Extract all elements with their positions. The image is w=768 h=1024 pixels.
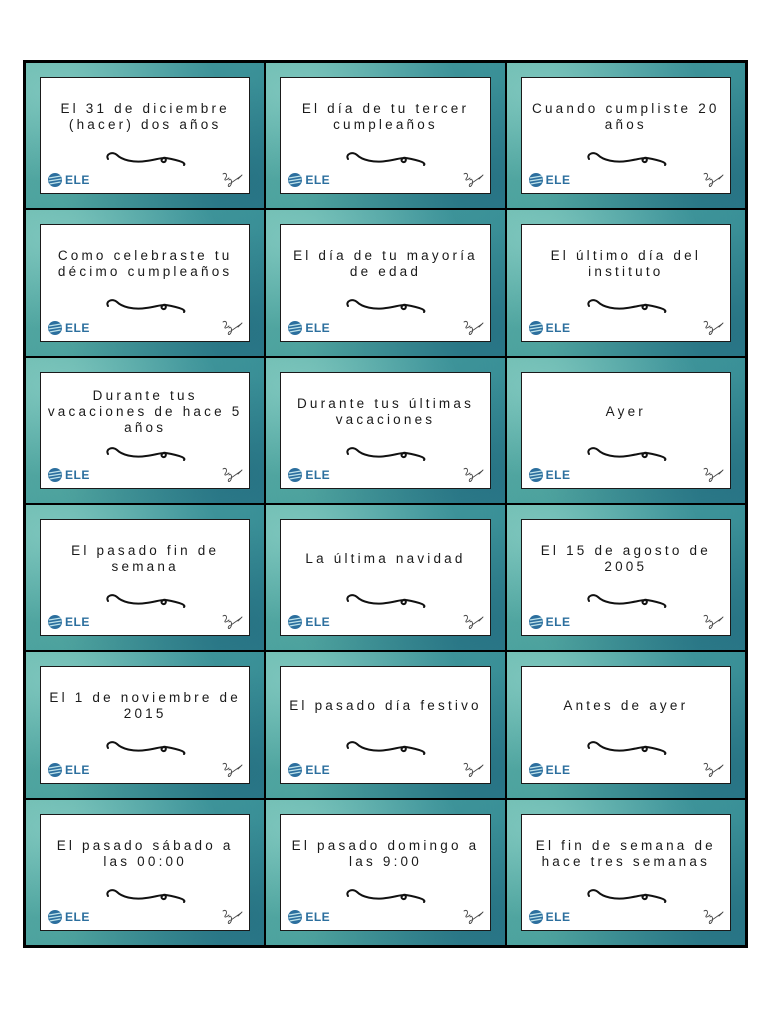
swash-divider-icon	[104, 887, 186, 907]
signature-icon	[221, 761, 243, 779]
ele-logo-text: ELE	[65, 615, 90, 630]
card-phrase: Durante tus últimas vacaciones	[296, 395, 475, 427]
swash-divider-icon	[344, 297, 426, 317]
ele-logo	[528, 467, 571, 483]
ele-logo-text: ELE	[305, 909, 331, 924]
card-phrase: El pasado domingo a las 9:00	[291, 837, 480, 869]
swash-divider-icon	[104, 297, 186, 317]
swash-divider-icon	[585, 297, 667, 317]
card-panel	[521, 519, 731, 636]
swash-divider-icon	[344, 592, 426, 612]
ele-logo	[47, 762, 90, 778]
card-panel	[521, 666, 731, 783]
ele-globe-icon	[47, 909, 63, 925]
signature-icon	[702, 613, 724, 631]
ele-globe-icon	[287, 614, 303, 630]
signature-icon	[462, 319, 484, 337]
card	[26, 652, 264, 797]
ele-logo	[528, 614, 571, 630]
card-panel	[280, 77, 490, 194]
swash-divider-icon	[104, 150, 186, 170]
card-phrase: Durante tus vacaciones de hace 5 años	[47, 387, 243, 435]
signature-icon	[702, 908, 724, 926]
card-panel	[40, 519, 250, 636]
ele-logo-text: ELE	[545, 762, 571, 777]
ele-logo-text: ELE	[305, 320, 331, 335]
ele-logo	[287, 909, 330, 925]
signature-icon	[462, 908, 484, 926]
card	[266, 800, 504, 945]
swash-divider-icon	[104, 739, 186, 759]
swash-divider-icon	[585, 887, 667, 907]
card-phrase: El pasado fin de semana	[71, 542, 220, 574]
card-panel	[280, 666, 490, 783]
ele-globe-icon	[287, 172, 303, 188]
ele-logo	[47, 614, 90, 630]
card-phrase: El 31 de diciembre (hacer) dos años	[60, 101, 230, 132]
swash-divider-icon	[585, 445, 667, 465]
card-panel	[280, 814, 490, 931]
card-phrase: Ayer	[605, 403, 646, 419]
swash-divider-icon	[585, 592, 667, 612]
card	[507, 505, 745, 650]
ele-globe-icon	[47, 320, 63, 336]
card	[266, 505, 504, 650]
card-phrase: Cuando cumpliste 20 años	[532, 101, 720, 132]
ele-logo	[47, 172, 90, 188]
ele-globe-icon	[47, 467, 63, 483]
card-panel	[521, 372, 731, 489]
ele-logo-text: ELE	[545, 173, 571, 188]
ele-logo-text: ELE	[545, 909, 571, 924]
ele-logo	[287, 320, 330, 336]
card-phrase: Antes de ayer	[563, 698, 689, 714]
card	[507, 652, 745, 797]
ele-globe-icon	[287, 909, 303, 925]
card	[26, 505, 264, 650]
swash-divider-icon	[344, 150, 426, 170]
swash-divider-icon	[344, 739, 426, 759]
card-phrase: El día de tu mayoría de edad	[293, 248, 478, 280]
card	[266, 652, 504, 797]
ele-globe-icon	[287, 320, 303, 336]
card	[507, 800, 745, 945]
ele-logo	[47, 909, 90, 925]
swash-divider-icon	[104, 592, 186, 612]
card-panel	[40, 224, 250, 341]
card-phrase: El 15 de agosto de 2005	[540, 542, 711, 574]
card-panel	[40, 372, 250, 489]
card-panel	[521, 77, 731, 194]
card-panel	[40, 666, 250, 783]
ele-globe-icon	[287, 467, 303, 483]
ele-logo	[528, 320, 571, 336]
ele-globe-icon	[47, 762, 63, 778]
signature-icon	[462, 761, 484, 779]
ele-logo-text: ELE	[65, 320, 90, 335]
ele-globe-icon	[47, 172, 63, 188]
swash-divider-icon	[344, 887, 426, 907]
signature-icon	[221, 466, 243, 484]
card	[266, 63, 504, 208]
card-phrase: El día de tu tercer cumpleaños	[301, 101, 470, 132]
card-phrase: El pasado sábado a las 00:00	[56, 837, 234, 869]
ele-logo	[287, 467, 330, 483]
ele-logo	[287, 614, 330, 630]
ele-logo-text: ELE	[65, 173, 90, 188]
signature-icon	[702, 171, 724, 189]
card-sheet	[23, 60, 748, 948]
ele-logo	[528, 172, 571, 188]
signature-icon	[702, 761, 724, 779]
ele-globe-icon	[287, 762, 303, 778]
ele-logo	[287, 172, 330, 188]
signature-icon	[462, 613, 484, 631]
card-panel	[280, 519, 490, 636]
card-panel	[521, 224, 731, 341]
signature-icon	[221, 613, 243, 631]
ele-logo-text: ELE	[65, 467, 90, 482]
card	[26, 358, 264, 503]
card-panel	[40, 77, 250, 194]
signature-icon	[462, 466, 484, 484]
ele-globe-icon	[47, 614, 63, 630]
signature-icon	[221, 908, 243, 926]
ele-globe-icon	[528, 614, 544, 630]
swash-divider-icon	[585, 150, 667, 170]
ele-globe-icon	[528, 172, 544, 188]
card	[507, 210, 745, 355]
signature-icon	[221, 319, 243, 337]
card-phrase: La última navidad	[305, 550, 466, 566]
card	[507, 63, 745, 208]
ele-logo-text: ELE	[305, 173, 331, 188]
ele-logo-text: ELE	[305, 615, 331, 630]
card-phrase: El 1 de noviembre de 2015	[49, 690, 241, 722]
card-phrase: El pasado día festivo	[289, 698, 482, 714]
ele-logo-text: ELE	[65, 909, 90, 924]
card-phrase: El fin de semana de hace tres semanas	[535, 837, 716, 869]
ele-logo-text: ELE	[305, 762, 331, 777]
ele-logo	[47, 320, 90, 336]
ele-logo-text: ELE	[65, 762, 90, 777]
signature-icon	[462, 171, 484, 189]
card-panel	[521, 814, 731, 931]
card	[266, 210, 504, 355]
signature-icon	[221, 171, 243, 189]
ele-globe-icon	[528, 909, 544, 925]
card-panel	[40, 814, 250, 931]
card-phrase: Como celebraste tu décimo cumpleaños	[57, 248, 233, 280]
signature-icon	[702, 466, 724, 484]
ele-logo	[528, 909, 571, 925]
card	[26, 800, 264, 945]
ele-globe-icon	[528, 762, 544, 778]
card-panel	[280, 224, 490, 341]
ele-logo-text: ELE	[305, 467, 331, 482]
card	[26, 63, 264, 208]
card	[507, 358, 745, 503]
card	[266, 358, 504, 503]
card-panel	[280, 372, 490, 489]
ele-logo	[47, 467, 90, 483]
signature-icon	[702, 319, 724, 337]
ele-globe-icon	[528, 320, 544, 336]
swash-divider-icon	[344, 445, 426, 465]
ele-logo-text: ELE	[545, 320, 571, 335]
ele-logo-text: ELE	[545, 467, 571, 482]
ele-globe-icon	[528, 467, 544, 483]
card-phrase: El último día del instituto	[550, 248, 702, 280]
swash-divider-icon	[104, 445, 186, 465]
ele-logo	[287, 762, 330, 778]
swash-divider-icon	[585, 739, 667, 759]
ele-logo	[528, 762, 571, 778]
ele-logo-text: ELE	[545, 615, 571, 630]
card	[26, 210, 264, 355]
